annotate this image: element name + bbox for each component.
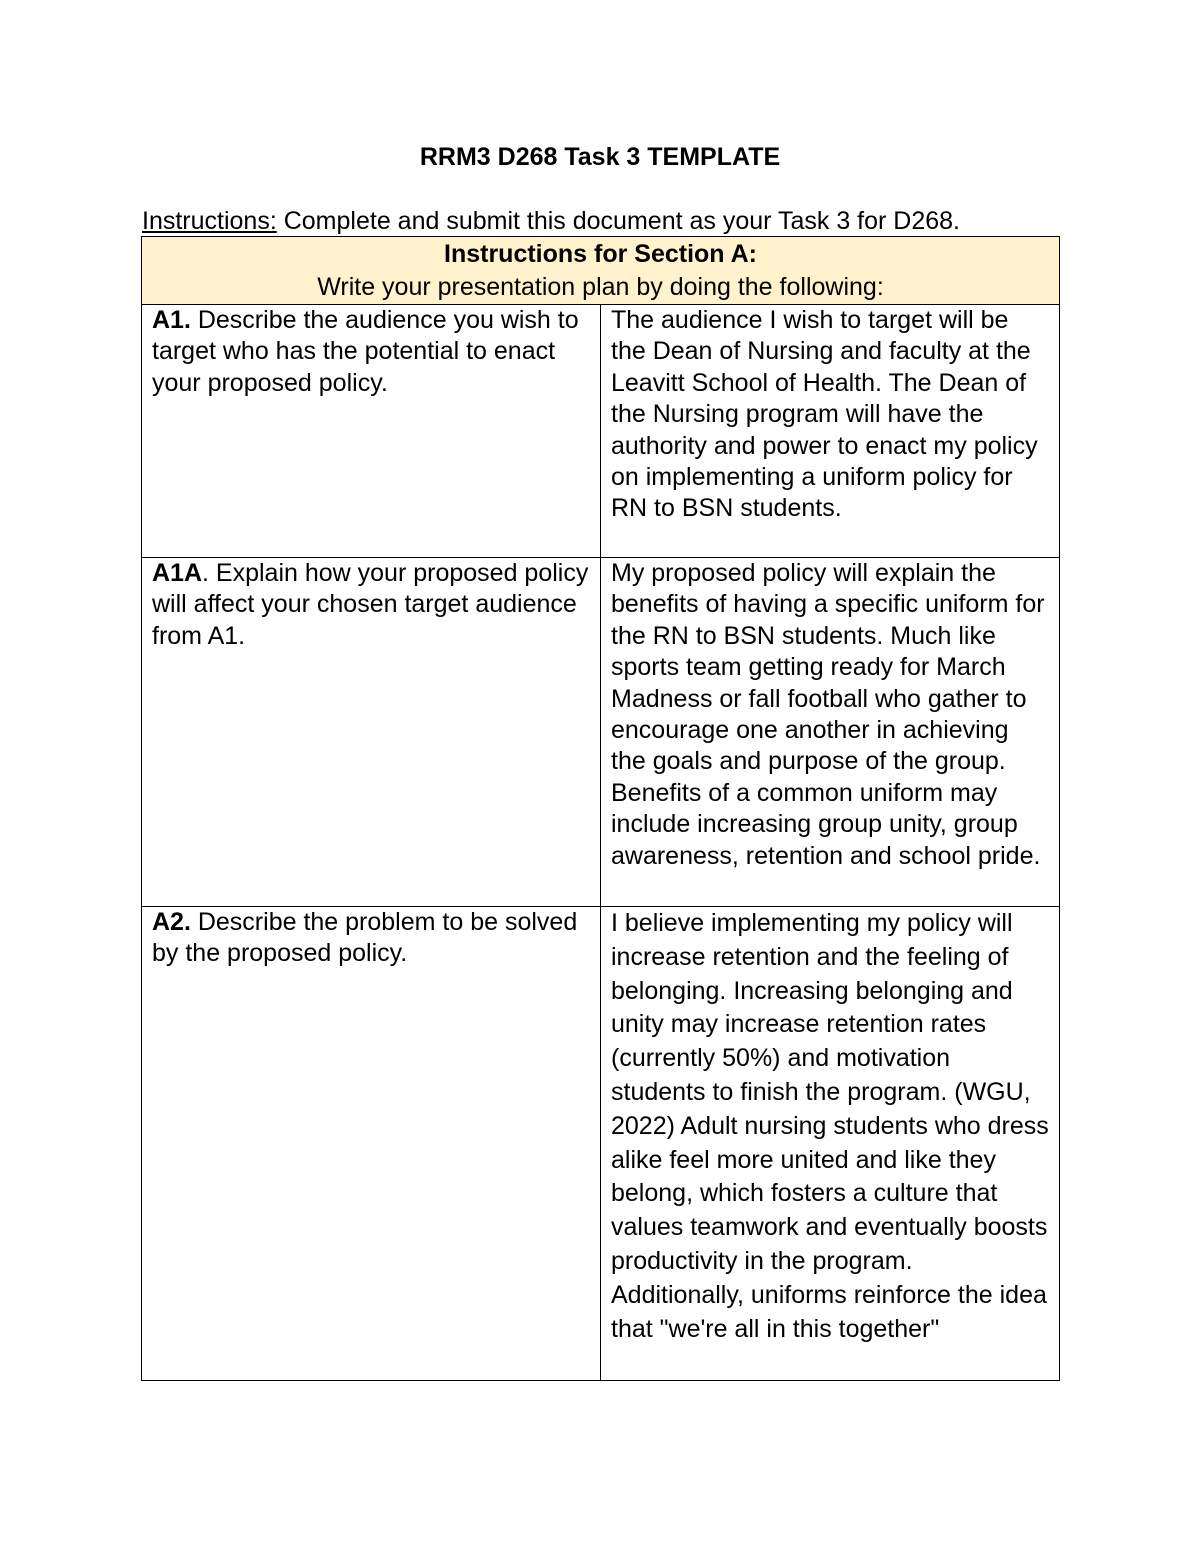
answer-cell-a1a: My proposed policy will explain the benefits of having a specific uniform for the RN to BSN students. Much like sports team getting ready for March Madness or fall football who gather to encourage one another in achieving the goals and purpose of the group. Benefits of a common uniform may include increasing group unity, group awareness, retention and school pride. bbox=[601, 558, 1060, 907]
table-row-a2 bbox=[142, 907, 1060, 1381]
section-header-subtitle: Write your presentation plan by doing the following: bbox=[317, 273, 884, 301]
answer-cell-a2: I believe implementing my policy will increase retention and the feeling of belonging. Increasing belonging and unity may increase retention rates (currently 50%) and motivation students to finish the program. (WGU, 2022) Adult nursing students who dress alike feel more united and like they belong, which fosters a culture that values teamwork and eventually boosts productivity in the program. Additionally, uniforms reinforce the idea that "we're all in this together" bbox=[601, 907, 1060, 1381]
section-header-title: Instructions for Section A: bbox=[444, 240, 757, 268]
instructions-label: Instructions: bbox=[142, 207, 277, 235]
prompt-code: A1A bbox=[152, 559, 203, 587]
prompt-code: A2. bbox=[152, 908, 191, 936]
table-row-a1a bbox=[142, 558, 1060, 907]
section-a-table bbox=[141, 236, 1060, 1381]
section-header-cell bbox=[142, 237, 1060, 305]
table-row-a1 bbox=[142, 305, 1060, 558]
section-header-row bbox=[142, 237, 1060, 305]
prompt-cell-a1 bbox=[142, 305, 601, 558]
instructions-line bbox=[142, 205, 1102, 237]
prompt-cell-a1a bbox=[142, 558, 601, 907]
prompt-text: . Explain how your proposed policy will affect your chosen target audience from A1. bbox=[152, 559, 589, 650]
prompt-text: Describe the audience you wish to target who has the potential to enact your proposed policy. bbox=[152, 306, 579, 397]
prompt-text: Describe the problem to be solved by the proposed policy. bbox=[152, 908, 578, 968]
prompt-code: A1. bbox=[152, 306, 191, 334]
answer-cell-a1: The audience I wish to target will be the Dean of Nursing and faculty at the Leavitt School of Health. The Dean of the Nursing program will have the authority and power to enact my policy on implementing a uniform policy for RN to BSN students. bbox=[601, 305, 1060, 558]
document-title: RRM3 D268 Task 3 TEMPLATE bbox=[419, 143, 781, 171]
instructions-text: Complete and submit this document as your Task 3 for D268. bbox=[276, 207, 960, 235]
prompt-cell-a2 bbox=[142, 907, 601, 1381]
